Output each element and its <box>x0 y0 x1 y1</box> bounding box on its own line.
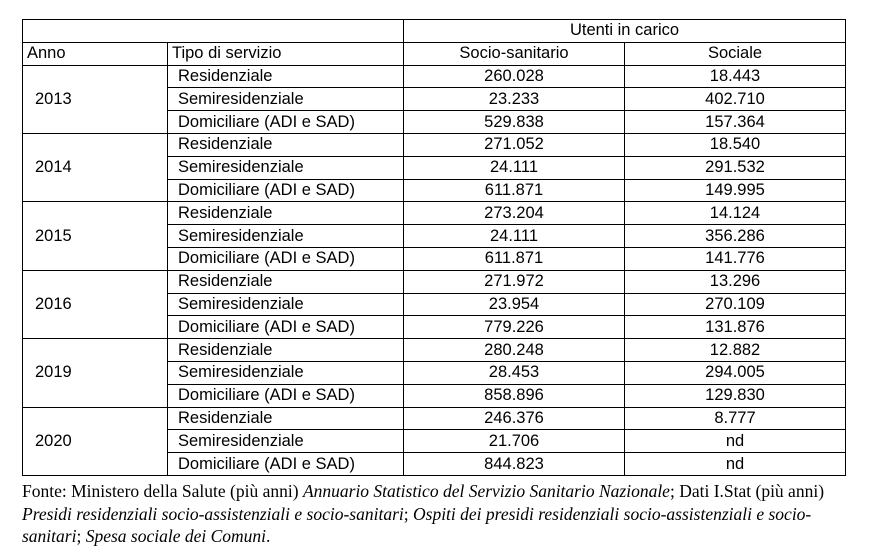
service-type-cell: Residenziale <box>168 270 404 293</box>
year-cell: 2019 <box>23 339 168 407</box>
group-header-users: Utenti in carico <box>404 20 846 43</box>
source-title-text: Spesa sociale dei Comuni <box>85 526 267 546</box>
service-type-cell: Residenziale <box>168 133 404 156</box>
source-text: ; Dati I.Stat (più anni) <box>669 481 825 501</box>
year-cell: 2013 <box>23 65 168 133</box>
service-type-cell: Semiresidenziale <box>168 361 404 384</box>
sociale-value-cell: 8.777 <box>625 407 846 430</box>
socio-sanitario-value-cell: 611.871 <box>404 179 625 202</box>
sociale-value-cell: 291.532 <box>625 156 846 179</box>
socio-sanitario-value-cell: 28.453 <box>404 361 625 384</box>
column-header-socio-sanitario: Socio-sanitario <box>404 42 625 65</box>
sociale-value-cell: 149.995 <box>625 179 846 202</box>
service-type-cell: Semiresidenziale <box>168 293 404 316</box>
sociale-value-cell: 129.830 <box>625 384 846 407</box>
sociale-value-cell: 402.710 <box>625 88 846 111</box>
service-type-cell: Semiresidenziale <box>168 156 404 179</box>
source-text: Fonte: Ministero della Salute (più anni) <box>22 481 303 501</box>
table-row <box>23 339 846 362</box>
socio-sanitario-value-cell: 21.706 <box>404 430 625 453</box>
sociale-value-cell: 356.286 <box>625 225 846 248</box>
source-text: ; <box>76 526 86 546</box>
sociale-value-cell: 12.882 <box>625 339 846 362</box>
table-body <box>23 65 846 475</box>
service-type-cell: Domiciliare (ADI e SAD) <box>168 111 404 134</box>
column-header-row <box>23 42 846 65</box>
service-type-cell: Domiciliare (ADI e SAD) <box>168 179 404 202</box>
service-type-cell: Residenziale <box>168 65 404 88</box>
sociale-value-cell: 14.124 <box>625 202 846 225</box>
table-row <box>23 407 846 430</box>
year-cell: 2020 <box>23 407 168 475</box>
column-header-tipo: Tipo di servizio <box>168 42 404 65</box>
service-type-cell: Semiresidenziale <box>168 225 404 248</box>
socio-sanitario-value-cell: 246.376 <box>404 407 625 430</box>
data-table <box>22 19 846 476</box>
group-header-empty-cell <box>23 20 404 43</box>
service-type-cell: Domiciliare (ADI e SAD) <box>168 453 404 476</box>
socio-sanitario-value-cell: 23.954 <box>404 293 625 316</box>
socio-sanitario-value-cell: 24.111 <box>404 156 625 179</box>
sociale-value-cell: 13.296 <box>625 270 846 293</box>
sociale-value-cell: 141.776 <box>625 247 846 270</box>
source-title-text: Presidi residenziali socio-assistenziali e socio-sanitari <box>22 503 404 524</box>
service-type-cell: Semiresidenziale <box>168 430 404 453</box>
socio-sanitario-value-cell: 858.896 <box>404 384 625 407</box>
table-row <box>23 270 846 293</box>
table-row <box>23 133 846 156</box>
sociale-value-cell: 18.443 <box>625 65 846 88</box>
socio-sanitario-value-cell: 24.111 <box>404 225 625 248</box>
sociale-value-cell: nd <box>625 430 846 453</box>
data-table-container <box>22 19 845 476</box>
sociale-value-cell: 18.540 <box>625 133 846 156</box>
year-cell: 2016 <box>23 270 168 338</box>
source-note <box>22 480 852 548</box>
service-type-cell: Domiciliare (ADI e SAD) <box>168 316 404 339</box>
socio-sanitario-value-cell: 260.028 <box>404 65 625 88</box>
sociale-value-cell: 157.364 <box>625 111 846 134</box>
service-type-cell: Residenziale <box>168 407 404 430</box>
sociale-value-cell: 270.109 <box>625 293 846 316</box>
service-type-cell: Residenziale <box>168 202 404 225</box>
service-type-cell: Residenziale <box>168 339 404 362</box>
socio-sanitario-value-cell: 611.871 <box>404 247 625 270</box>
socio-sanitario-value-cell: 529.838 <box>404 111 625 134</box>
year-cell: 2015 <box>23 202 168 270</box>
source-text: . <box>266 526 271 546</box>
source-title-text: Annuario Statistico del Servizio Sanitario Nazionale <box>302 481 670 501</box>
sociale-value-cell: 294.005 <box>625 361 846 384</box>
service-type-cell: Domiciliare (ADI e SAD) <box>168 384 404 407</box>
sociale-value-cell: nd <box>625 453 846 476</box>
table-row <box>23 65 846 88</box>
socio-sanitario-value-cell: 23.233 <box>404 88 625 111</box>
table-row <box>23 202 846 225</box>
socio-sanitario-value-cell: 280.248 <box>404 339 625 362</box>
sociale-value-cell: 131.876 <box>625 316 846 339</box>
source-title-text: Ospiti dei presidi residenziali socio-assistenziali e socio-sanitari <box>22 503 812 546</box>
service-type-cell: Semiresidenziale <box>168 88 404 111</box>
service-type-cell: Domiciliare (ADI e SAD) <box>168 247 404 270</box>
socio-sanitario-value-cell: 271.052 <box>404 133 625 156</box>
socio-sanitario-value-cell: 779.226 <box>404 316 625 339</box>
year-cell: 2014 <box>23 133 168 201</box>
column-header-sociale: Sociale <box>625 42 846 65</box>
socio-sanitario-value-cell: 844.823 <box>404 453 625 476</box>
group-header-row <box>23 20 846 43</box>
source-text: ; <box>403 503 413 524</box>
column-header-anno: Anno <box>23 42 168 65</box>
socio-sanitario-value-cell: 273.204 <box>404 202 625 225</box>
socio-sanitario-value-cell: 271.972 <box>404 270 625 293</box>
